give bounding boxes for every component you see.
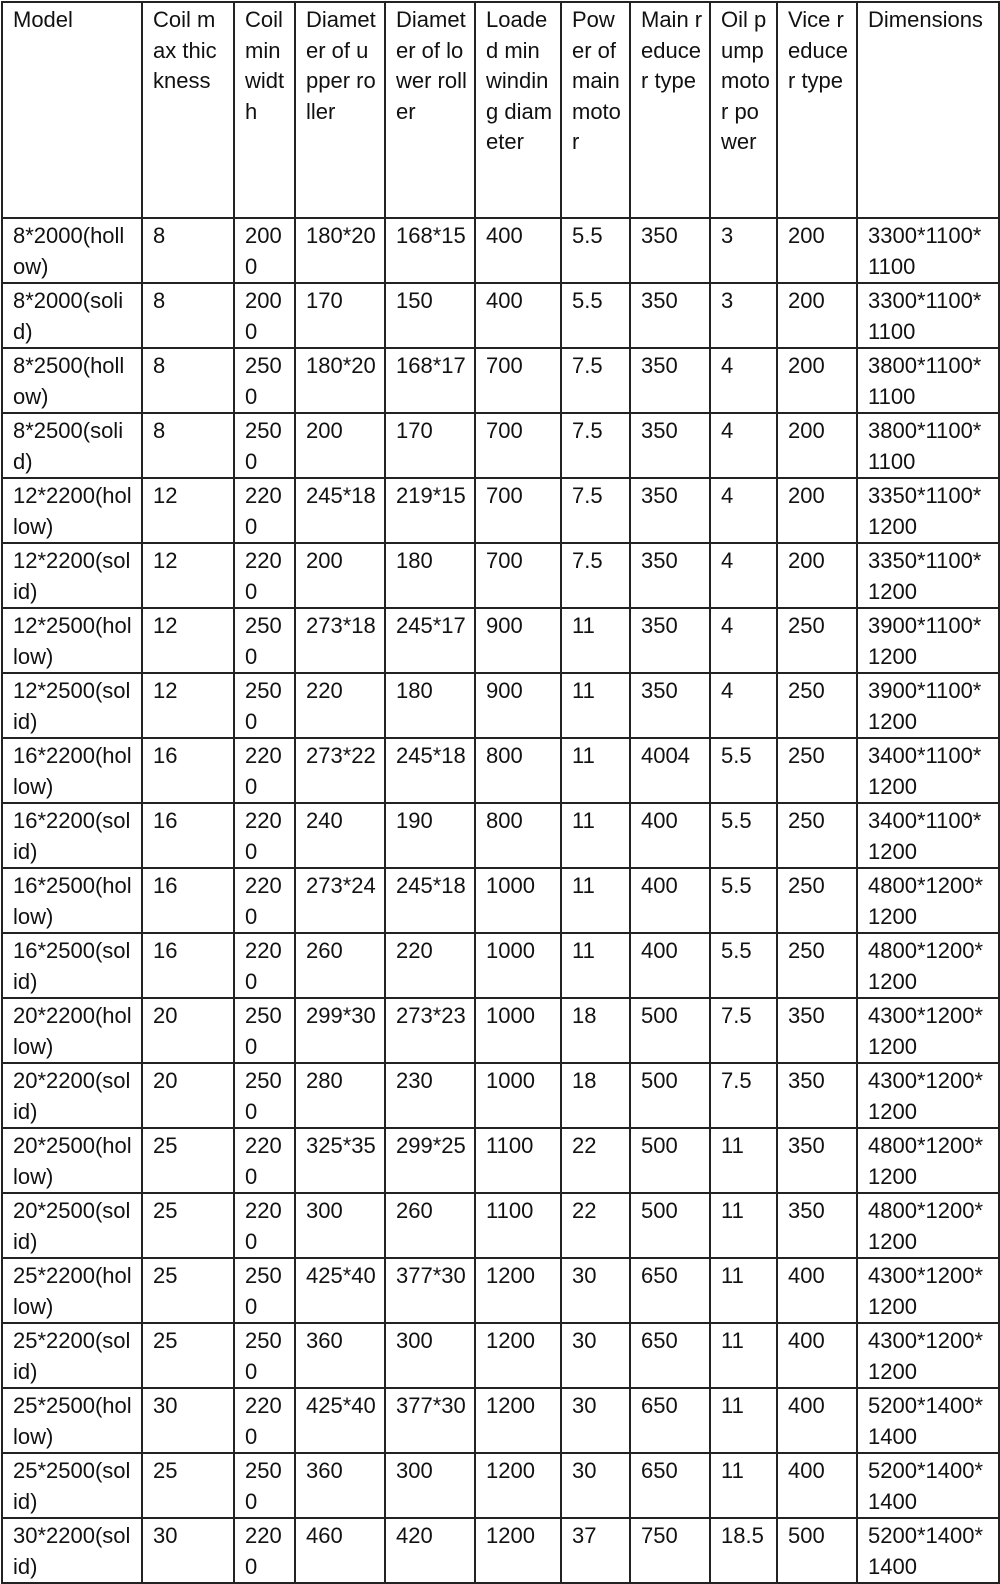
cell-main-reducer-type: 350 bbox=[630, 543, 710, 608]
cell-main-motor-power: 5.5 bbox=[561, 218, 630, 283]
cell-lower-roller-diameter: 245*18 bbox=[385, 868, 475, 933]
cell-coil-min-width: 2200 bbox=[234, 933, 295, 998]
cell-main-reducer-type: 400 bbox=[630, 933, 710, 998]
table-row bbox=[2, 868, 999, 933]
cell-coil-min-width: 2000 bbox=[234, 218, 295, 283]
cell-main-reducer-type: 750 bbox=[630, 1518, 710, 1583]
cell-oil-pump-motor-power: 7.5 bbox=[710, 1063, 777, 1128]
table-row bbox=[2, 1128, 999, 1193]
cell-coil-max-thickness: 12 bbox=[142, 673, 234, 738]
cell-vice-reducer-type: 400 bbox=[777, 1258, 857, 1323]
table-row bbox=[2, 1258, 999, 1323]
cell-dimensions: 4800*1200*1200 bbox=[857, 933, 999, 998]
cell-dimensions: 3350*1100*1200 bbox=[857, 543, 999, 608]
cell-oil-pump-motor-power: 11 bbox=[710, 1128, 777, 1193]
column-header-lower-roller-diameter: Diameter of lower roller bbox=[385, 2, 475, 218]
cell-coil-min-width: 2200 bbox=[234, 1128, 295, 1193]
cell-upper-roller-diameter: 425*40 bbox=[295, 1258, 385, 1323]
cell-model: 8*2000(solid) bbox=[2, 283, 142, 348]
cell-main-motor-power: 37 bbox=[561, 1518, 630, 1583]
cell-coil-max-thickness: 16 bbox=[142, 803, 234, 868]
cell-coil-max-thickness: 25 bbox=[142, 1258, 234, 1323]
cell-coil-min-width: 2200 bbox=[234, 1193, 295, 1258]
cell-coil-max-thickness: 8 bbox=[142, 348, 234, 413]
cell-coil-max-thickness: 12 bbox=[142, 543, 234, 608]
column-header-dimensions: Dimensions bbox=[857, 2, 999, 218]
cell-main-motor-power: 11 bbox=[561, 673, 630, 738]
table-row bbox=[2, 543, 999, 608]
cell-coil-max-thickness: 30 bbox=[142, 1518, 234, 1583]
cell-coil-min-width: 2500 bbox=[234, 998, 295, 1063]
cell-coil-min-width: 2500 bbox=[234, 1063, 295, 1128]
table-row bbox=[2, 998, 999, 1063]
column-header-min-winding-diameter: Loaded min winding diameter bbox=[475, 2, 561, 218]
cell-coil-max-thickness: 25 bbox=[142, 1193, 234, 1258]
cell-lower-roller-diameter: 180 bbox=[385, 673, 475, 738]
column-header-oil-pump-motor-power: Oil pump motor power bbox=[710, 2, 777, 218]
cell-main-reducer-type: 350 bbox=[630, 283, 710, 348]
table-row bbox=[2, 218, 999, 283]
cell-dimensions: 5200*1400*1400 bbox=[857, 1518, 999, 1583]
cell-coil-max-thickness: 12 bbox=[142, 608, 234, 673]
cell-vice-reducer-type: 200 bbox=[777, 348, 857, 413]
cell-dimensions: 4300*1200*1200 bbox=[857, 1063, 999, 1128]
cell-min-winding-diameter: 700 bbox=[475, 543, 561, 608]
cell-min-winding-diameter: 1000 bbox=[475, 998, 561, 1063]
cell-oil-pump-motor-power: 5.5 bbox=[710, 933, 777, 998]
cell-oil-pump-motor-power: 18.5 bbox=[710, 1518, 777, 1583]
cell-oil-pump-motor-power: 4 bbox=[710, 413, 777, 478]
cell-dimensions: 4300*1200*1200 bbox=[857, 1258, 999, 1323]
cell-dimensions: 4800*1200*1200 bbox=[857, 1193, 999, 1258]
cell-vice-reducer-type: 200 bbox=[777, 413, 857, 478]
cell-vice-reducer-type: 350 bbox=[777, 1063, 857, 1128]
cell-main-motor-power: 30 bbox=[561, 1453, 630, 1518]
cell-oil-pump-motor-power: 11 bbox=[710, 1258, 777, 1323]
cell-lower-roller-diameter: 230 bbox=[385, 1063, 475, 1128]
cell-dimensions: 3350*1100*1200 bbox=[857, 478, 999, 543]
cell-model: 8*2000(hollow) bbox=[2, 218, 142, 283]
cell-dimensions: 3400*1100*1200 bbox=[857, 803, 999, 868]
cell-lower-roller-diameter: 377*30 bbox=[385, 1388, 475, 1453]
cell-oil-pump-motor-power: 4 bbox=[710, 673, 777, 738]
cell-dimensions: 3300*1100*1100 bbox=[857, 283, 999, 348]
cell-lower-roller-diameter: 245*17 bbox=[385, 608, 475, 673]
cell-min-winding-diameter: 1100 bbox=[475, 1128, 561, 1193]
cell-dimensions: 4300*1200*1200 bbox=[857, 998, 999, 1063]
cell-oil-pump-motor-power: 5.5 bbox=[710, 803, 777, 868]
table-row bbox=[2, 1323, 999, 1388]
cell-lower-roller-diameter: 299*25 bbox=[385, 1128, 475, 1193]
cell-dimensions: 3900*1100*1200 bbox=[857, 673, 999, 738]
column-header-main-motor-power: Power of main motor bbox=[561, 2, 630, 218]
cell-lower-roller-diameter: 190 bbox=[385, 803, 475, 868]
table-body bbox=[2, 218, 999, 1583]
cell-min-winding-diameter: 1100 bbox=[475, 1193, 561, 1258]
cell-min-winding-diameter: 700 bbox=[475, 413, 561, 478]
cell-min-winding-diameter: 800 bbox=[475, 738, 561, 803]
cell-vice-reducer-type: 250 bbox=[777, 673, 857, 738]
cell-main-reducer-type: 400 bbox=[630, 868, 710, 933]
cell-model: 12*2500(hollow) bbox=[2, 608, 142, 673]
cell-upper-roller-diameter: 300 bbox=[295, 1193, 385, 1258]
cell-oil-pump-motor-power: 11 bbox=[710, 1453, 777, 1518]
cell-coil-min-width: 2500 bbox=[234, 1453, 295, 1518]
cell-upper-roller-diameter: 280 bbox=[295, 1063, 385, 1128]
cell-min-winding-diameter: 1000 bbox=[475, 1063, 561, 1128]
cell-vice-reducer-type: 500 bbox=[777, 1518, 857, 1583]
cell-lower-roller-diameter: 150 bbox=[385, 283, 475, 348]
cell-lower-roller-diameter: 420 bbox=[385, 1518, 475, 1583]
cell-dimensions: 3900*1100*1200 bbox=[857, 608, 999, 673]
cell-main-motor-power: 18 bbox=[561, 1063, 630, 1128]
cell-main-motor-power: 30 bbox=[561, 1258, 630, 1323]
cell-coil-min-width: 2200 bbox=[234, 868, 295, 933]
cell-model: 25*2200(hollow) bbox=[2, 1258, 142, 1323]
table-row bbox=[2, 1193, 999, 1258]
cell-coil-min-width: 2200 bbox=[234, 1388, 295, 1453]
cell-main-reducer-type: 650 bbox=[630, 1453, 710, 1518]
table-row bbox=[2, 1453, 999, 1518]
cell-oil-pump-motor-power: 4 bbox=[710, 608, 777, 673]
column-header-model: Model bbox=[2, 2, 142, 218]
cell-main-reducer-type: 350 bbox=[630, 673, 710, 738]
cell-model: 12*2200(solid) bbox=[2, 543, 142, 608]
cell-coil-min-width: 2500 bbox=[234, 1323, 295, 1388]
table-row bbox=[2, 348, 999, 413]
cell-model: 20*2200(hollow) bbox=[2, 998, 142, 1063]
cell-vice-reducer-type: 250 bbox=[777, 803, 857, 868]
cell-coil-min-width: 2200 bbox=[234, 738, 295, 803]
column-header-upper-roller-diameter: Diameter of upper roller bbox=[295, 2, 385, 218]
cell-main-motor-power: 30 bbox=[561, 1388, 630, 1453]
cell-model: 30*2200(solid) bbox=[2, 1518, 142, 1583]
cell-coil-min-width: 2200 bbox=[234, 803, 295, 868]
cell-min-winding-diameter: 1200 bbox=[475, 1518, 561, 1583]
cell-lower-roller-diameter: 260 bbox=[385, 1193, 475, 1258]
cell-lower-roller-diameter: 219*15 bbox=[385, 478, 475, 543]
cell-upper-roller-diameter: 200 bbox=[295, 413, 385, 478]
cell-dimensions: 5200*1400*1400 bbox=[857, 1453, 999, 1518]
cell-coil-max-thickness: 8 bbox=[142, 413, 234, 478]
cell-min-winding-diameter: 800 bbox=[475, 803, 561, 868]
cell-coil-max-thickness: 12 bbox=[142, 478, 234, 543]
cell-coil-max-thickness: 8 bbox=[142, 218, 234, 283]
cell-vice-reducer-type: 350 bbox=[777, 1193, 857, 1258]
table-row bbox=[2, 1518, 999, 1583]
cell-min-winding-diameter: 700 bbox=[475, 348, 561, 413]
cell-main-motor-power: 7.5 bbox=[561, 543, 630, 608]
cell-main-motor-power: 11 bbox=[561, 738, 630, 803]
cell-min-winding-diameter: 1200 bbox=[475, 1388, 561, 1453]
cell-coil-max-thickness: 16 bbox=[142, 738, 234, 803]
cell-main-reducer-type: 500 bbox=[630, 998, 710, 1063]
cell-main-reducer-type: 350 bbox=[630, 348, 710, 413]
table-row bbox=[2, 413, 999, 478]
cell-main-reducer-type: 650 bbox=[630, 1258, 710, 1323]
cell-upper-roller-diameter: 273*24 bbox=[295, 868, 385, 933]
cell-min-winding-diameter: 900 bbox=[475, 608, 561, 673]
cell-upper-roller-diameter: 425*40 bbox=[295, 1388, 385, 1453]
cell-model: 20*2500(hollow) bbox=[2, 1128, 142, 1193]
cell-lower-roller-diameter: 168*15 bbox=[385, 218, 475, 283]
cell-main-motor-power: 22 bbox=[561, 1193, 630, 1258]
cell-model: 25*2500(solid) bbox=[2, 1453, 142, 1518]
cell-oil-pump-motor-power: 4 bbox=[710, 478, 777, 543]
cell-model: 20*2500(solid) bbox=[2, 1193, 142, 1258]
cell-vice-reducer-type: 400 bbox=[777, 1388, 857, 1453]
cell-upper-roller-diameter: 240 bbox=[295, 803, 385, 868]
cell-main-reducer-type: 500 bbox=[630, 1063, 710, 1128]
table-row bbox=[2, 478, 999, 543]
column-header-vice-reducer-type: Vice reducer type bbox=[777, 2, 857, 218]
cell-min-winding-diameter: 1000 bbox=[475, 933, 561, 998]
cell-main-reducer-type: 500 bbox=[630, 1128, 710, 1193]
cell-vice-reducer-type: 400 bbox=[777, 1453, 857, 1518]
cell-upper-roller-diameter: 180*20 bbox=[295, 348, 385, 413]
cell-main-reducer-type: 350 bbox=[630, 413, 710, 478]
spec-table bbox=[1, 1, 1000, 1584]
cell-coil-max-thickness: 25 bbox=[142, 1453, 234, 1518]
cell-vice-reducer-type: 250 bbox=[777, 868, 857, 933]
cell-dimensions: 3300*1100*1100 bbox=[857, 218, 999, 283]
cell-lower-roller-diameter: 170 bbox=[385, 413, 475, 478]
cell-model: 16*2200(hollow) bbox=[2, 738, 142, 803]
cell-main-reducer-type: 650 bbox=[630, 1323, 710, 1388]
cell-main-motor-power: 11 bbox=[561, 803, 630, 868]
cell-upper-roller-diameter: 325*35 bbox=[295, 1128, 385, 1193]
cell-upper-roller-diameter: 299*30 bbox=[295, 998, 385, 1063]
cell-oil-pump-motor-power: 3 bbox=[710, 283, 777, 348]
cell-vice-reducer-type: 250 bbox=[777, 738, 857, 803]
cell-main-motor-power: 7.5 bbox=[561, 478, 630, 543]
cell-main-motor-power: 5.5 bbox=[561, 283, 630, 348]
cell-vice-reducer-type: 200 bbox=[777, 218, 857, 283]
cell-main-reducer-type: 350 bbox=[630, 608, 710, 673]
cell-upper-roller-diameter: 360 bbox=[295, 1453, 385, 1518]
cell-vice-reducer-type: 350 bbox=[777, 998, 857, 1063]
cell-upper-roller-diameter: 460 bbox=[295, 1518, 385, 1583]
table-row bbox=[2, 608, 999, 673]
cell-main-reducer-type: 350 bbox=[630, 218, 710, 283]
cell-coil-max-thickness: 16 bbox=[142, 933, 234, 998]
cell-oil-pump-motor-power: 4 bbox=[710, 348, 777, 413]
cell-lower-roller-diameter: 273*23 bbox=[385, 998, 475, 1063]
cell-lower-roller-diameter: 168*17 bbox=[385, 348, 475, 413]
cell-dimensions: 3400*1100*1200 bbox=[857, 738, 999, 803]
cell-upper-roller-diameter: 360 bbox=[295, 1323, 385, 1388]
cell-dimensions: 3800*1100*1100 bbox=[857, 348, 999, 413]
cell-oil-pump-motor-power: 4 bbox=[710, 543, 777, 608]
cell-coil-min-width: 2500 bbox=[234, 348, 295, 413]
cell-coil-max-thickness: 20 bbox=[142, 998, 234, 1063]
cell-lower-roller-diameter: 180 bbox=[385, 543, 475, 608]
cell-coil-max-thickness: 25 bbox=[142, 1323, 234, 1388]
cell-vice-reducer-type: 200 bbox=[777, 283, 857, 348]
cell-coil-max-thickness: 16 bbox=[142, 868, 234, 933]
cell-main-motor-power: 30 bbox=[561, 1323, 630, 1388]
cell-oil-pump-motor-power: 5.5 bbox=[710, 738, 777, 803]
cell-model: 25*2500(hollow) bbox=[2, 1388, 142, 1453]
cell-main-reducer-type: 650 bbox=[630, 1388, 710, 1453]
cell-main-reducer-type: 350 bbox=[630, 478, 710, 543]
cell-upper-roller-diameter: 273*18 bbox=[295, 608, 385, 673]
table-row bbox=[2, 933, 999, 998]
cell-model: 16*2200(solid) bbox=[2, 803, 142, 868]
cell-model: 16*2500(solid) bbox=[2, 933, 142, 998]
table-row bbox=[2, 803, 999, 868]
cell-lower-roller-diameter: 377*30 bbox=[385, 1258, 475, 1323]
cell-min-winding-diameter: 400 bbox=[475, 218, 561, 283]
table-row bbox=[2, 1388, 999, 1453]
cell-dimensions: 3800*1100*1100 bbox=[857, 413, 999, 478]
cell-upper-roller-diameter: 180*20 bbox=[295, 218, 385, 283]
cell-upper-roller-diameter: 220 bbox=[295, 673, 385, 738]
cell-upper-roller-diameter: 170 bbox=[295, 283, 385, 348]
cell-oil-pump-motor-power: 3 bbox=[710, 218, 777, 283]
cell-main-motor-power: 7.5 bbox=[561, 413, 630, 478]
cell-vice-reducer-type: 250 bbox=[777, 608, 857, 673]
cell-oil-pump-motor-power: 7.5 bbox=[710, 998, 777, 1063]
cell-model: 12*2500(solid) bbox=[2, 673, 142, 738]
cell-main-reducer-type: 500 bbox=[630, 1193, 710, 1258]
column-header-coil-max-thickness: Coil max thickness bbox=[142, 2, 234, 218]
cell-model: 8*2500(hollow) bbox=[2, 348, 142, 413]
cell-coil-min-width: 2500 bbox=[234, 1258, 295, 1323]
cell-coil-min-width: 2000 bbox=[234, 283, 295, 348]
cell-main-motor-power: 7.5 bbox=[561, 348, 630, 413]
cell-lower-roller-diameter: 300 bbox=[385, 1323, 475, 1388]
cell-vice-reducer-type: 400 bbox=[777, 1323, 857, 1388]
cell-main-motor-power: 11 bbox=[561, 608, 630, 673]
cell-lower-roller-diameter: 220 bbox=[385, 933, 475, 998]
cell-min-winding-diameter: 900 bbox=[475, 673, 561, 738]
cell-model: 25*2200(solid) bbox=[2, 1323, 142, 1388]
cell-model: 20*2200(solid) bbox=[2, 1063, 142, 1128]
cell-coil-min-width: 2500 bbox=[234, 673, 295, 738]
cell-vice-reducer-type: 250 bbox=[777, 933, 857, 998]
cell-coil-min-width: 2500 bbox=[234, 608, 295, 673]
cell-min-winding-diameter: 700 bbox=[475, 478, 561, 543]
column-header-main-reducer-type: Main reducer type bbox=[630, 2, 710, 218]
cell-coil-min-width: 2500 bbox=[234, 413, 295, 478]
cell-min-winding-diameter: 1200 bbox=[475, 1453, 561, 1518]
cell-main-motor-power: 11 bbox=[561, 933, 630, 998]
cell-dimensions: 4800*1200*1200 bbox=[857, 1128, 999, 1193]
table-row bbox=[2, 283, 999, 348]
cell-main-motor-power: 22 bbox=[561, 1128, 630, 1193]
cell-oil-pump-motor-power: 11 bbox=[710, 1193, 777, 1258]
cell-dimensions: 4300*1200*1200 bbox=[857, 1323, 999, 1388]
cell-upper-roller-diameter: 200 bbox=[295, 543, 385, 608]
cell-min-winding-diameter: 1200 bbox=[475, 1323, 561, 1388]
header-row bbox=[2, 2, 999, 218]
cell-main-motor-power: 18 bbox=[561, 998, 630, 1063]
cell-vice-reducer-type: 350 bbox=[777, 1128, 857, 1193]
cell-min-winding-diameter: 1200 bbox=[475, 1258, 561, 1323]
table-row bbox=[2, 738, 999, 803]
cell-oil-pump-motor-power: 5.5 bbox=[710, 868, 777, 933]
cell-lower-roller-diameter: 245*18 bbox=[385, 738, 475, 803]
cell-coil-max-thickness: 25 bbox=[142, 1128, 234, 1193]
cell-coil-max-thickness: 20 bbox=[142, 1063, 234, 1128]
cell-min-winding-diameter: 1000 bbox=[475, 868, 561, 933]
cell-model: 12*2200(hollow) bbox=[2, 478, 142, 543]
cell-vice-reducer-type: 200 bbox=[777, 478, 857, 543]
cell-vice-reducer-type: 200 bbox=[777, 543, 857, 608]
cell-model: 8*2500(solid) bbox=[2, 413, 142, 478]
cell-model: 16*2500(hollow) bbox=[2, 868, 142, 933]
column-header-coil-min-width: Coil min width bbox=[234, 2, 295, 218]
cell-main-reducer-type: 4004 bbox=[630, 738, 710, 803]
cell-main-reducer-type: 400 bbox=[630, 803, 710, 868]
cell-upper-roller-diameter: 260 bbox=[295, 933, 385, 998]
cell-oil-pump-motor-power: 11 bbox=[710, 1323, 777, 1388]
cell-coil-max-thickness: 8 bbox=[142, 283, 234, 348]
cell-coil-min-width: 2200 bbox=[234, 478, 295, 543]
cell-oil-pump-motor-power: 11 bbox=[710, 1388, 777, 1453]
cell-upper-roller-diameter: 273*22 bbox=[295, 738, 385, 803]
cell-coil-min-width: 2200 bbox=[234, 543, 295, 608]
cell-coil-min-width: 2200 bbox=[234, 1518, 295, 1583]
cell-min-winding-diameter: 400 bbox=[475, 283, 561, 348]
cell-lower-roller-diameter: 300 bbox=[385, 1453, 475, 1518]
table-row bbox=[2, 673, 999, 738]
cell-upper-roller-diameter: 245*18 bbox=[295, 478, 385, 543]
cell-dimensions: 5200*1400*1400 bbox=[857, 1388, 999, 1453]
cell-main-motor-power: 11 bbox=[561, 868, 630, 933]
table-row bbox=[2, 1063, 999, 1128]
cell-coil-max-thickness: 30 bbox=[142, 1388, 234, 1453]
cell-dimensions: 4800*1200*1200 bbox=[857, 868, 999, 933]
